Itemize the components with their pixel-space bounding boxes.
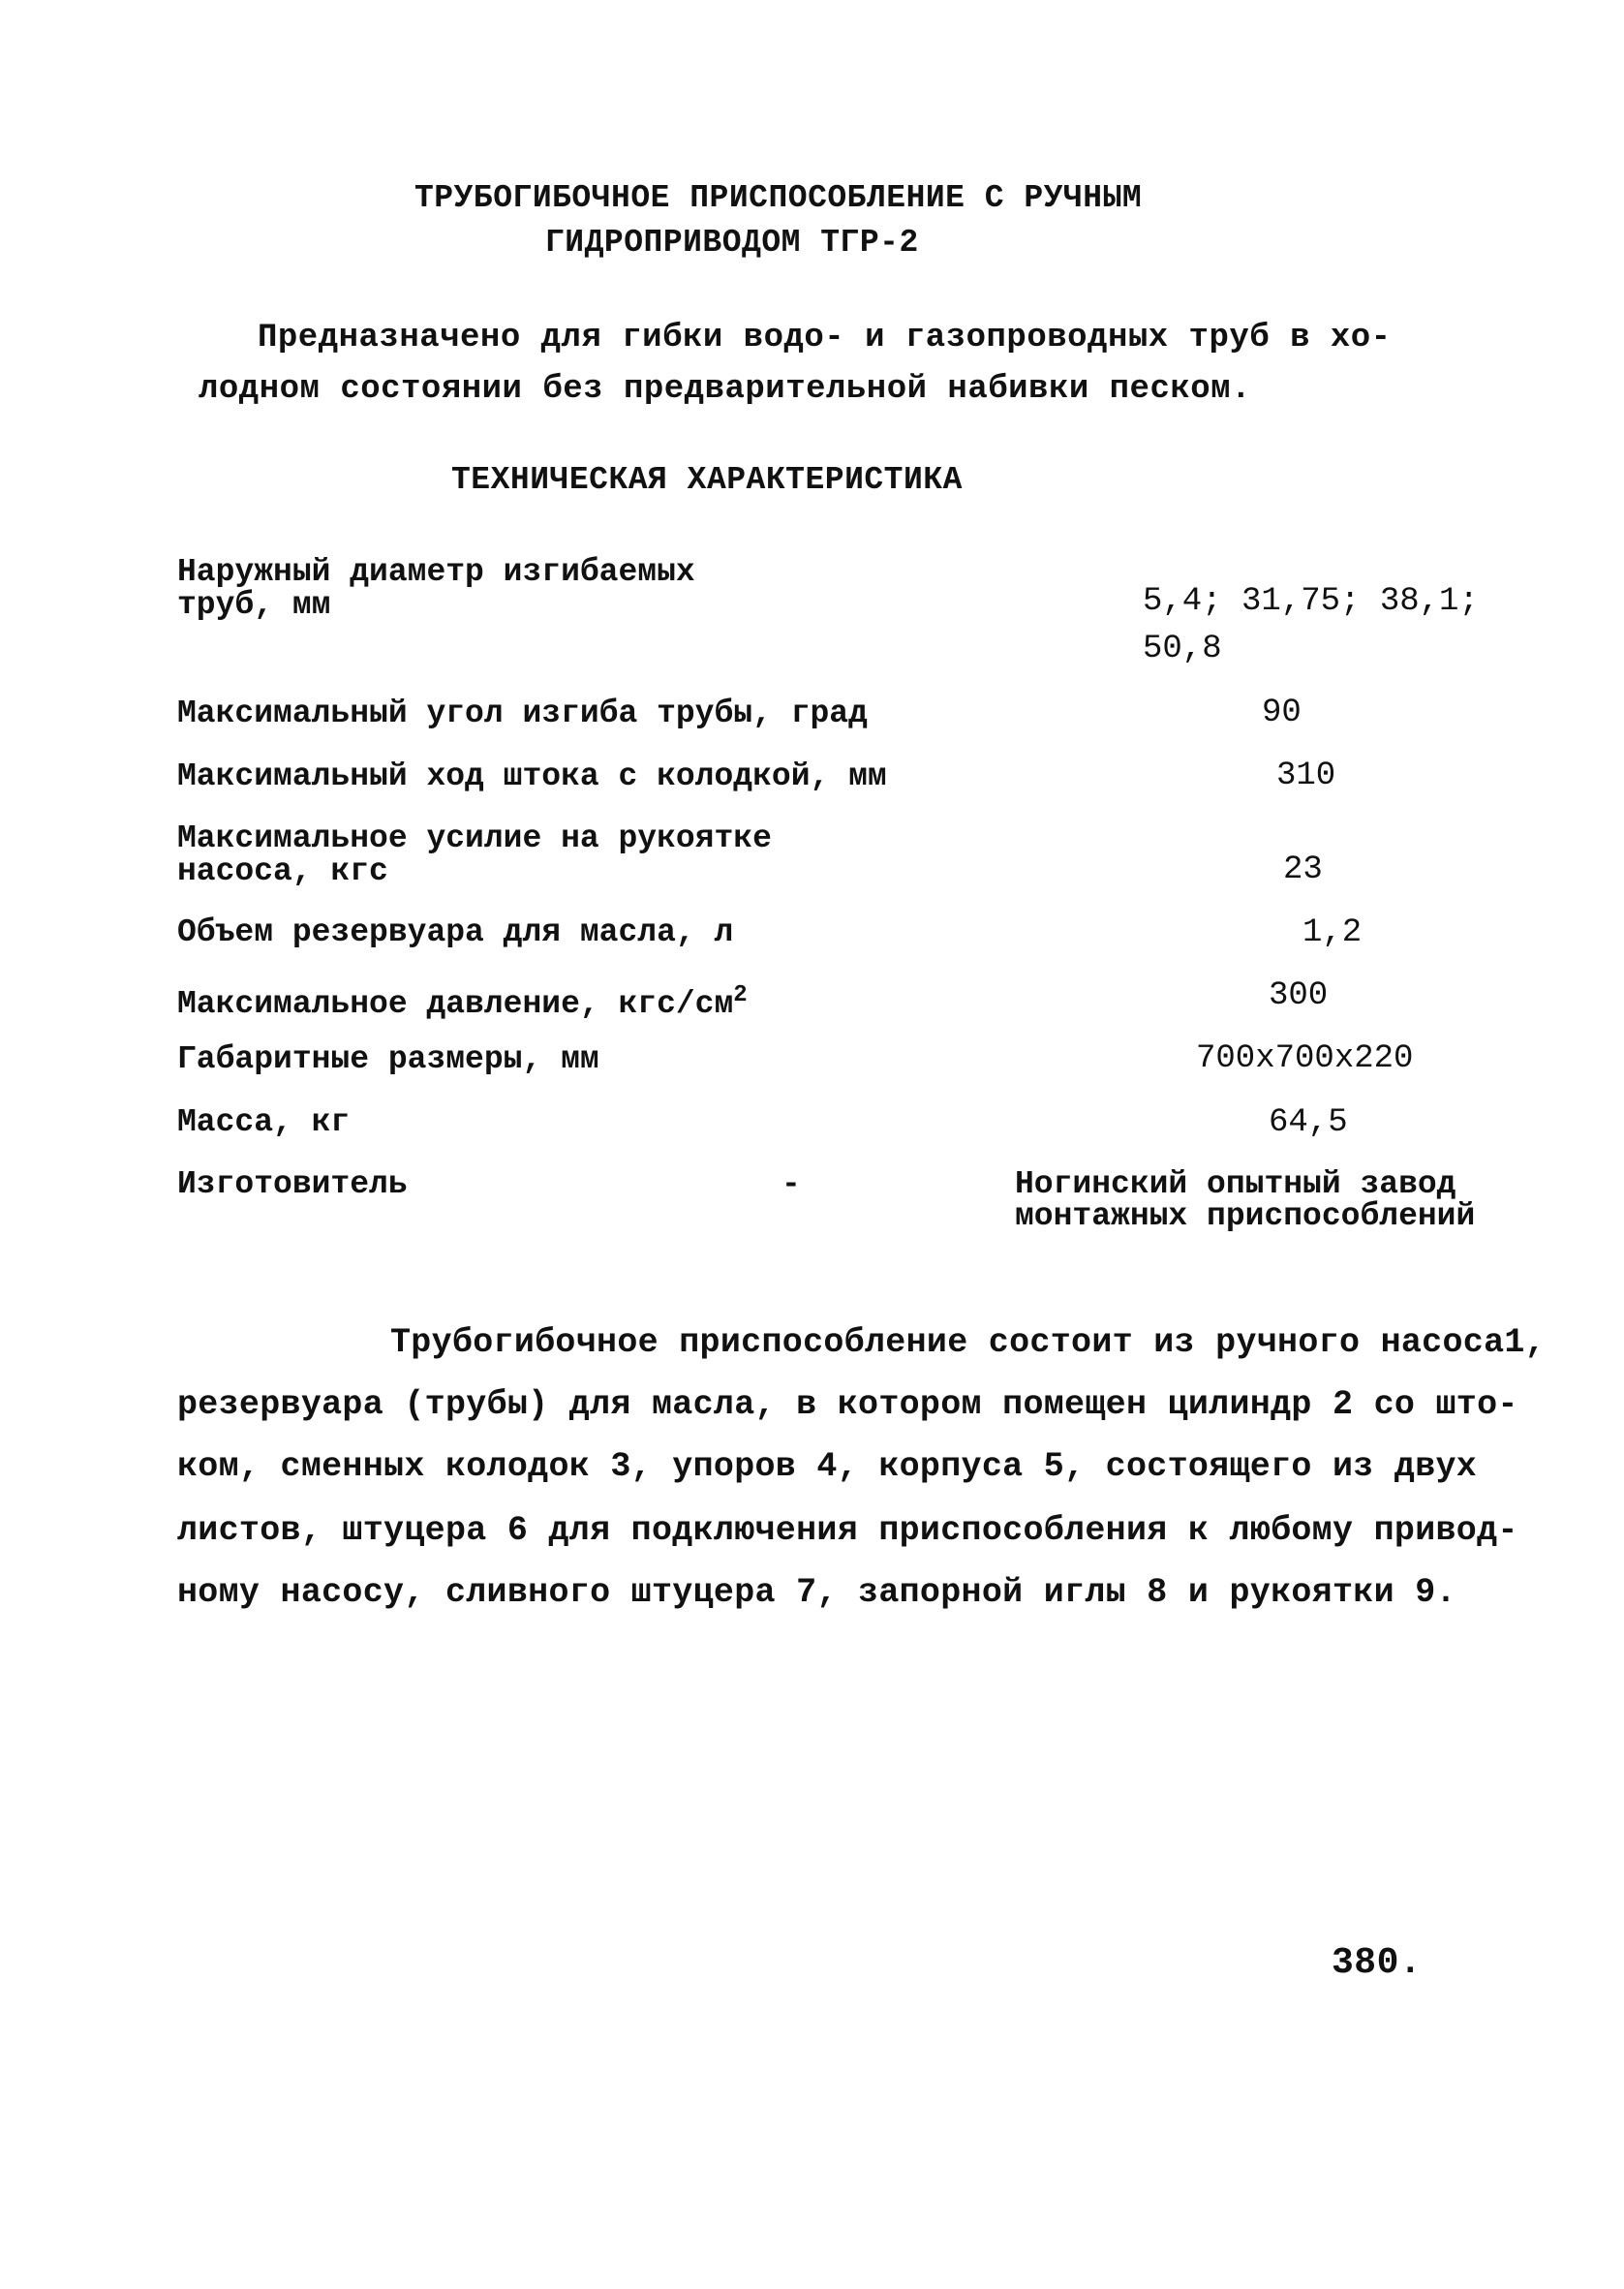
spec-value-max-stroke: 310 — [1276, 758, 1336, 794]
spec-label-max-stroke: Максимальный ход штока с колодкой, мм — [177, 758, 887, 794]
description-line-5: ному насосу, сливного штуцера 7, запорной иглы 8 и рукоятки 9. — [177, 1573, 1456, 1612]
spec-label-outer-diameter: Наружный диаметр изгибаемых труб, мм — [177, 554, 695, 623]
spec-value-mass: 64,5 — [1269, 1104, 1348, 1141]
spec-value-oil-volume: 1,2 — [1302, 914, 1363, 951]
spec-label-max-pressure-text: Максимальное давление, кгс/см — [177, 986, 734, 1022]
description-line-4: листов, штуцера 6 для подключения приспособления к любому привод- — [177, 1511, 1518, 1550]
description-line-2: резервуара (трубы) для масла, в котором помещен цилиндр 2 со што- — [177, 1385, 1518, 1424]
spec-label-max-pressure — [177, 979, 748, 1021]
spec-value-handle-force: 23 — [1283, 851, 1323, 888]
spec-label-mass: Масса, кг — [177, 1104, 351, 1140]
intro-line-1: Предназначено для гибки водо- и газопроводных труб в хо- — [258, 320, 1392, 356]
spec-value-max-angle: 90 — [1262, 695, 1302, 731]
spec-label-dimensions: Габаритные размеры, мм — [177, 1041, 599, 1077]
spec-value-max-pressure: 300 — [1269, 977, 1329, 1014]
manufacturer-value: Ногинский опытный завод монтажных приспособлений — [1015, 1166, 1476, 1234]
manufacturer-dash: - — [781, 1166, 801, 1202]
title-line-1: ТРУБОГИБОЧНОЕ ПРИСПОСОБЛЕНИЕ С РУЧНЫМ — [414, 180, 1143, 216]
spec-label-max-angle: Максимальный угол изгиба трубы, град — [177, 696, 868, 731]
description-line-3: ком, сменных колодок 3, упоров 4, корпуса 5, состоящего из двух — [177, 1447, 1478, 1486]
title-line-2: ГИДРОПРИВОДОМ ТГР-2 — [545, 225, 919, 261]
description-line-1: Трубогибочное приспособление состоит из ручного насоса1, — [390, 1323, 1546, 1362]
spec-label-oil-volume: Объем резервуара для масла, л — [177, 914, 734, 950]
page-number: 380. — [1332, 1942, 1423, 1984]
spec-value-dimensions: 700x700x220 — [1196, 1040, 1414, 1077]
spec-value-outer-diameter: 5,4; 31,75; 38,1; — [1143, 583, 1479, 620]
manufacturer-label: Изготовитель — [177, 1166, 408, 1202]
superscript-two: 2 — [733, 982, 748, 1008]
intro-line-2: лодном состоянии без предварительной набивки песком. — [199, 371, 1251, 408]
spec-value-outer-diameter-cont: 50,8 — [1143, 631, 1222, 667]
section-heading: ТЕХНИЧЕСКАЯ ХАРАКТЕРИСТИКА — [451, 462, 963, 498]
spec-label-handle-force: Максимальное усилие на рукоятке насоса, кгс — [177, 820, 772, 889]
